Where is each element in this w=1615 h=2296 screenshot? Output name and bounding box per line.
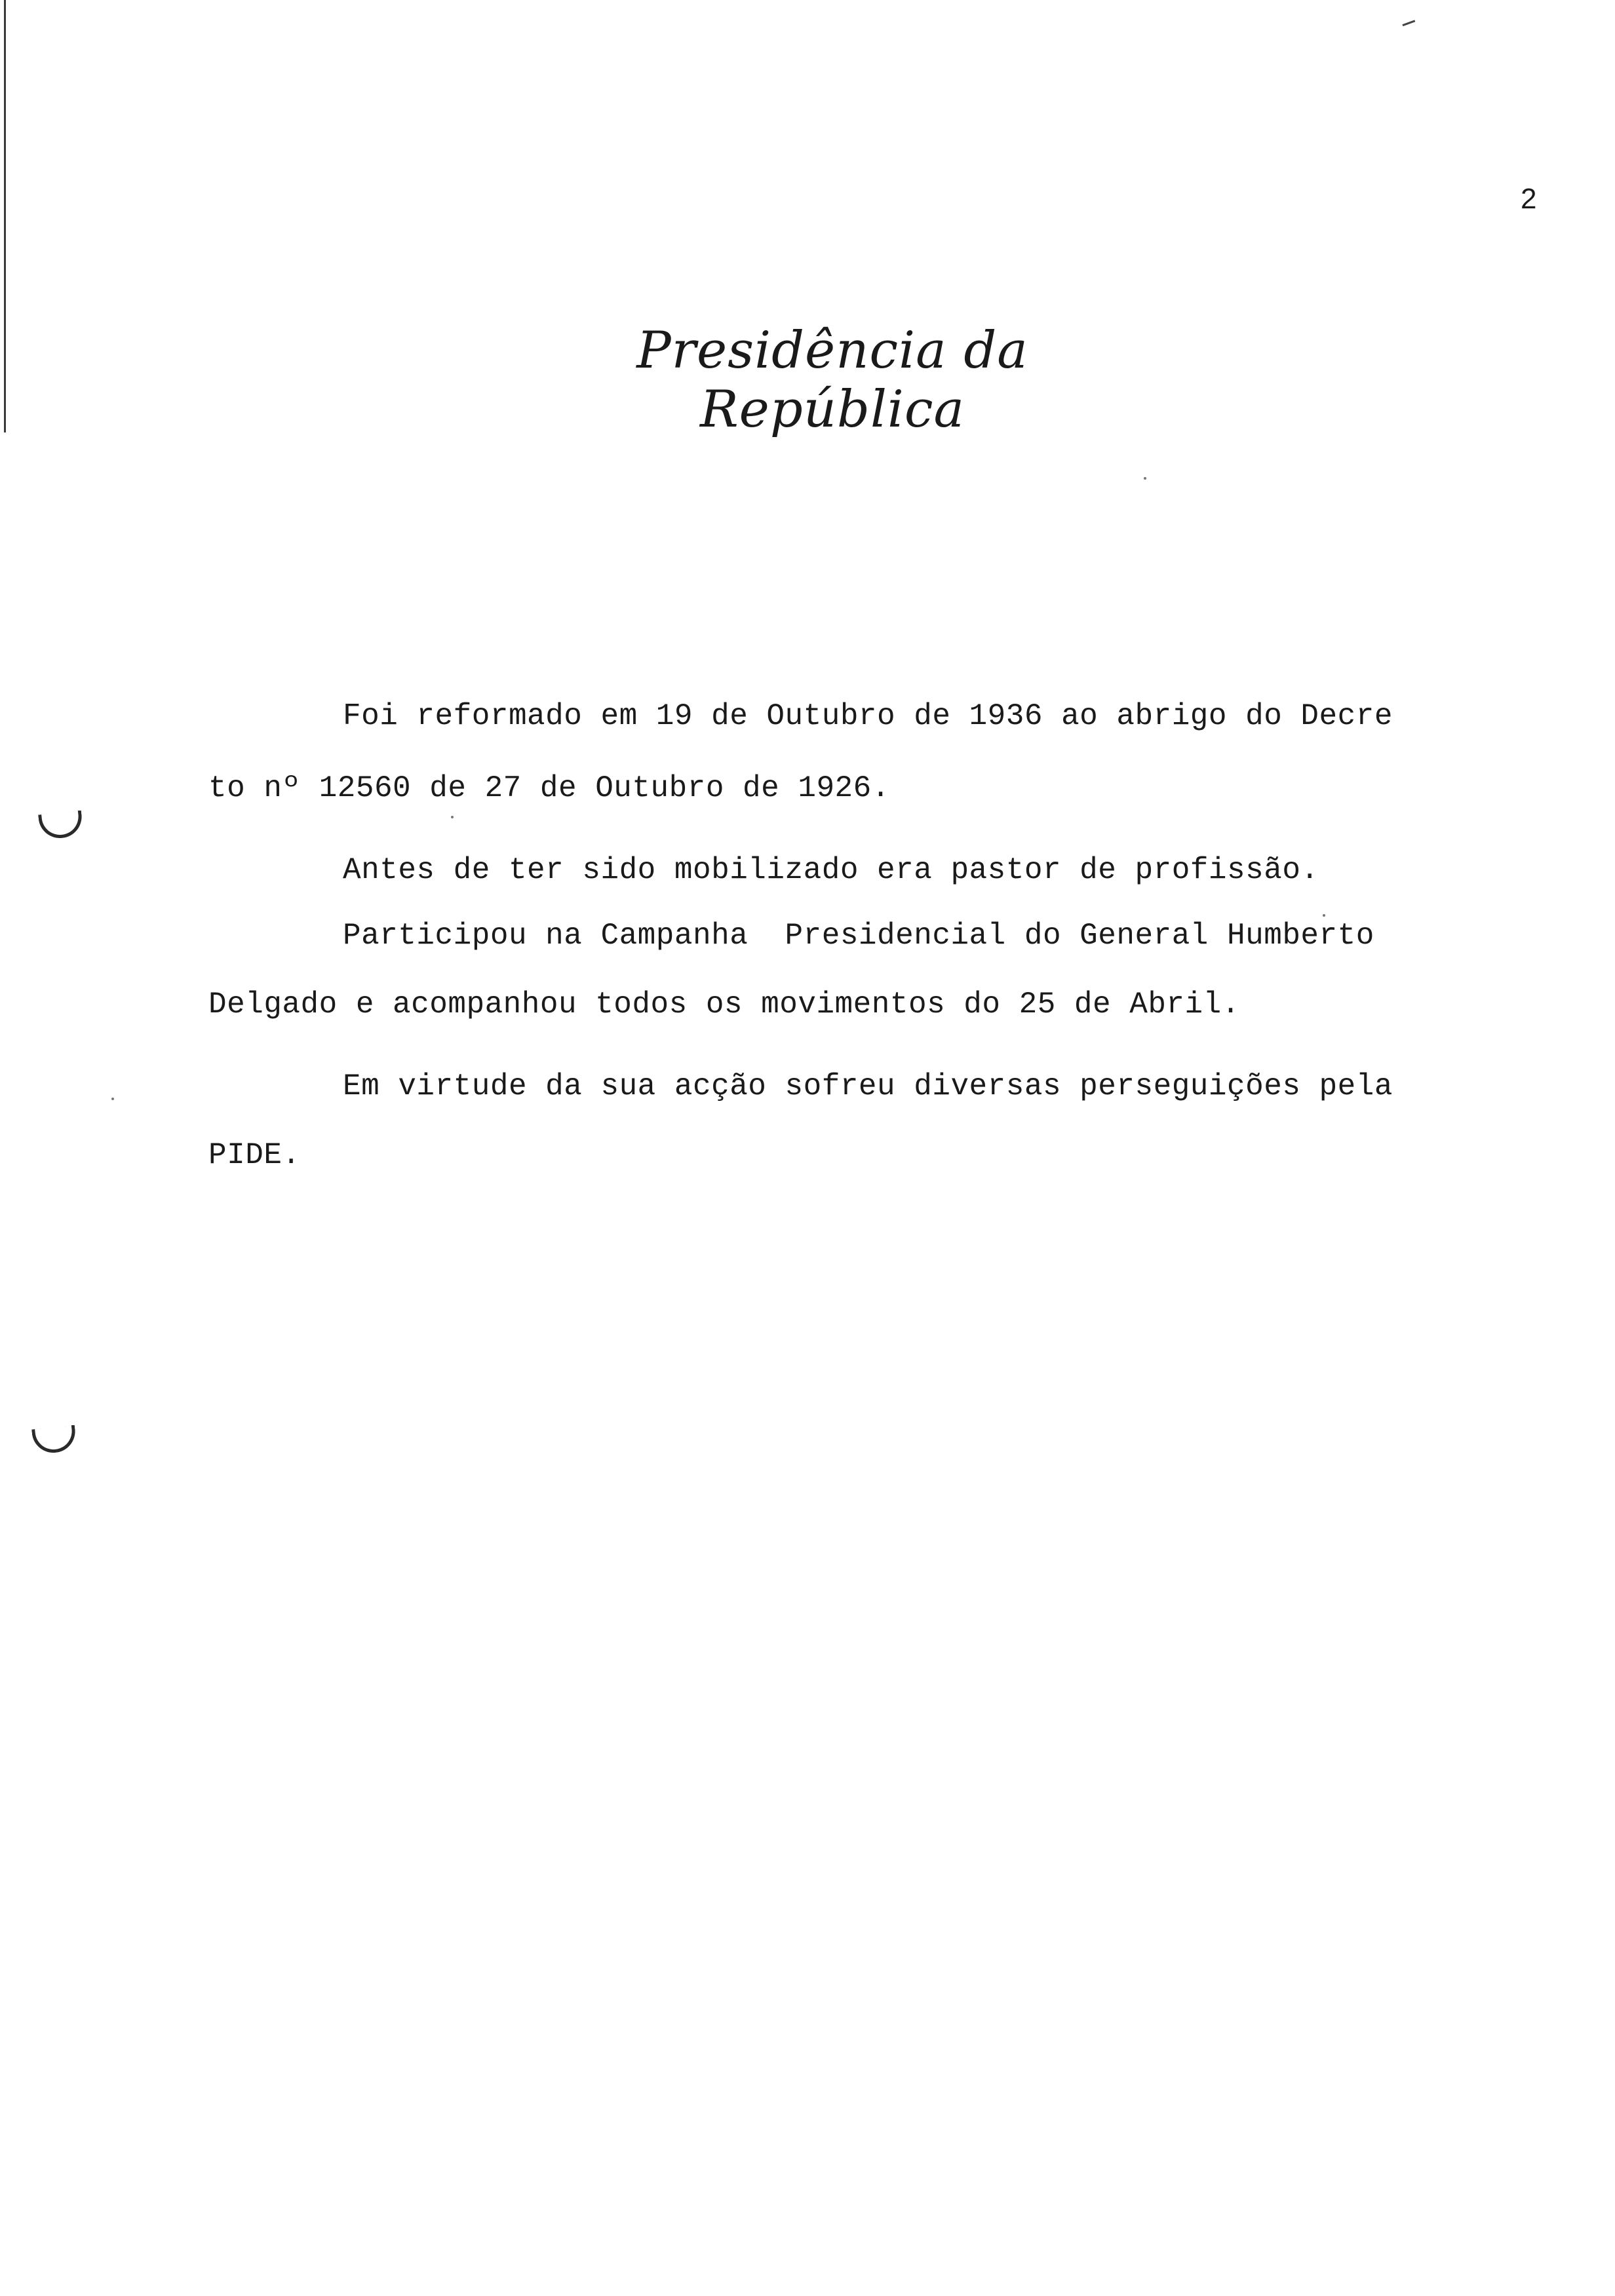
- punch-hole-mark-icon: [38, 811, 84, 841]
- body-line-4: Participou na Campanha Presidencial do General Humberto: [343, 919, 1374, 953]
- body-line-2: to nº 12560 de 27 de Outubro de 1926.: [208, 771, 890, 805]
- body-line-5: Delgado e acompanhou todos os movimentos do 25 de Abril.: [208, 987, 1240, 1022]
- scan-speck: [1323, 914, 1325, 917]
- scan-speck: [111, 1098, 114, 1100]
- body-line-3: Antes de ter sido mobilizado era pastor de profissão.: [343, 853, 1319, 887]
- corner-mark-icon: [1401, 15, 1416, 26]
- body-line-6: Em virtude da sua acção sofreu diversas perseguições pela: [343, 1069, 1393, 1103]
- page-number: 2: [1521, 183, 1537, 215]
- scan-speck: [451, 816, 454, 818]
- scan-edge-line: [4, 0, 6, 432]
- body-line-1: Foi reformado em 19 de Outubro de 1936 ao abrigo do Decre: [343, 699, 1393, 733]
- letterhead-title: Presidência da República: [636, 321, 1028, 439]
- body-line-7: PIDE.: [208, 1138, 301, 1172]
- scan-speck: [1144, 477, 1146, 480]
- punch-hole-mark-icon: [31, 1425, 77, 1455]
